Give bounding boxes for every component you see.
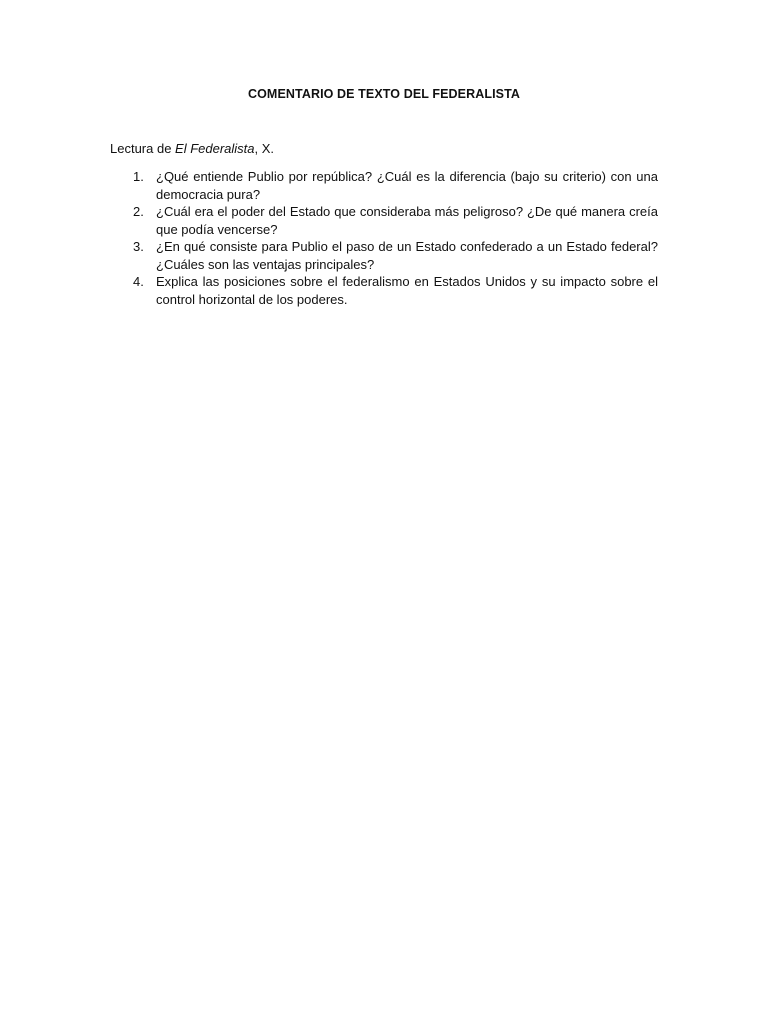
question-item [110,168,658,203]
intro-suffix: , X. [254,141,275,156]
question-number: 1. [133,169,144,184]
question-number: 4. [133,274,144,289]
intro-prefix: Lectura de [110,141,176,156]
document-title: COMENTARIO DE TEXTO DEL FEDERALISTA [247,87,521,101]
question-text: Explica las posiciones sobre el federalismo en Estados Unidos y su impacto sobre el control horizontal de los poderes. [156,274,658,307]
intro-work-title: El Federalista [175,141,255,156]
question-item [110,238,658,273]
question-item [110,273,658,308]
question-text: ¿Qué entiende Publio por república? ¿Cuál es la diferencia (bajo su criterio) con una democracia pura? [156,169,658,202]
question-text: ¿En qué consiste para Publio el paso de un Estado confederado a un Estado federal? ¿Cuáles son las ventajas principales? [156,239,658,272]
question-number: 3. [133,239,144,254]
question-number: 2. [133,204,144,219]
question-item [110,203,658,238]
reading-intro [110,140,274,158]
question-text: ¿Cuál era el poder del Estado que consideraba más peligroso? ¿De qué manera creía que podía vencerse? [156,204,658,237]
question-list [110,168,658,308]
